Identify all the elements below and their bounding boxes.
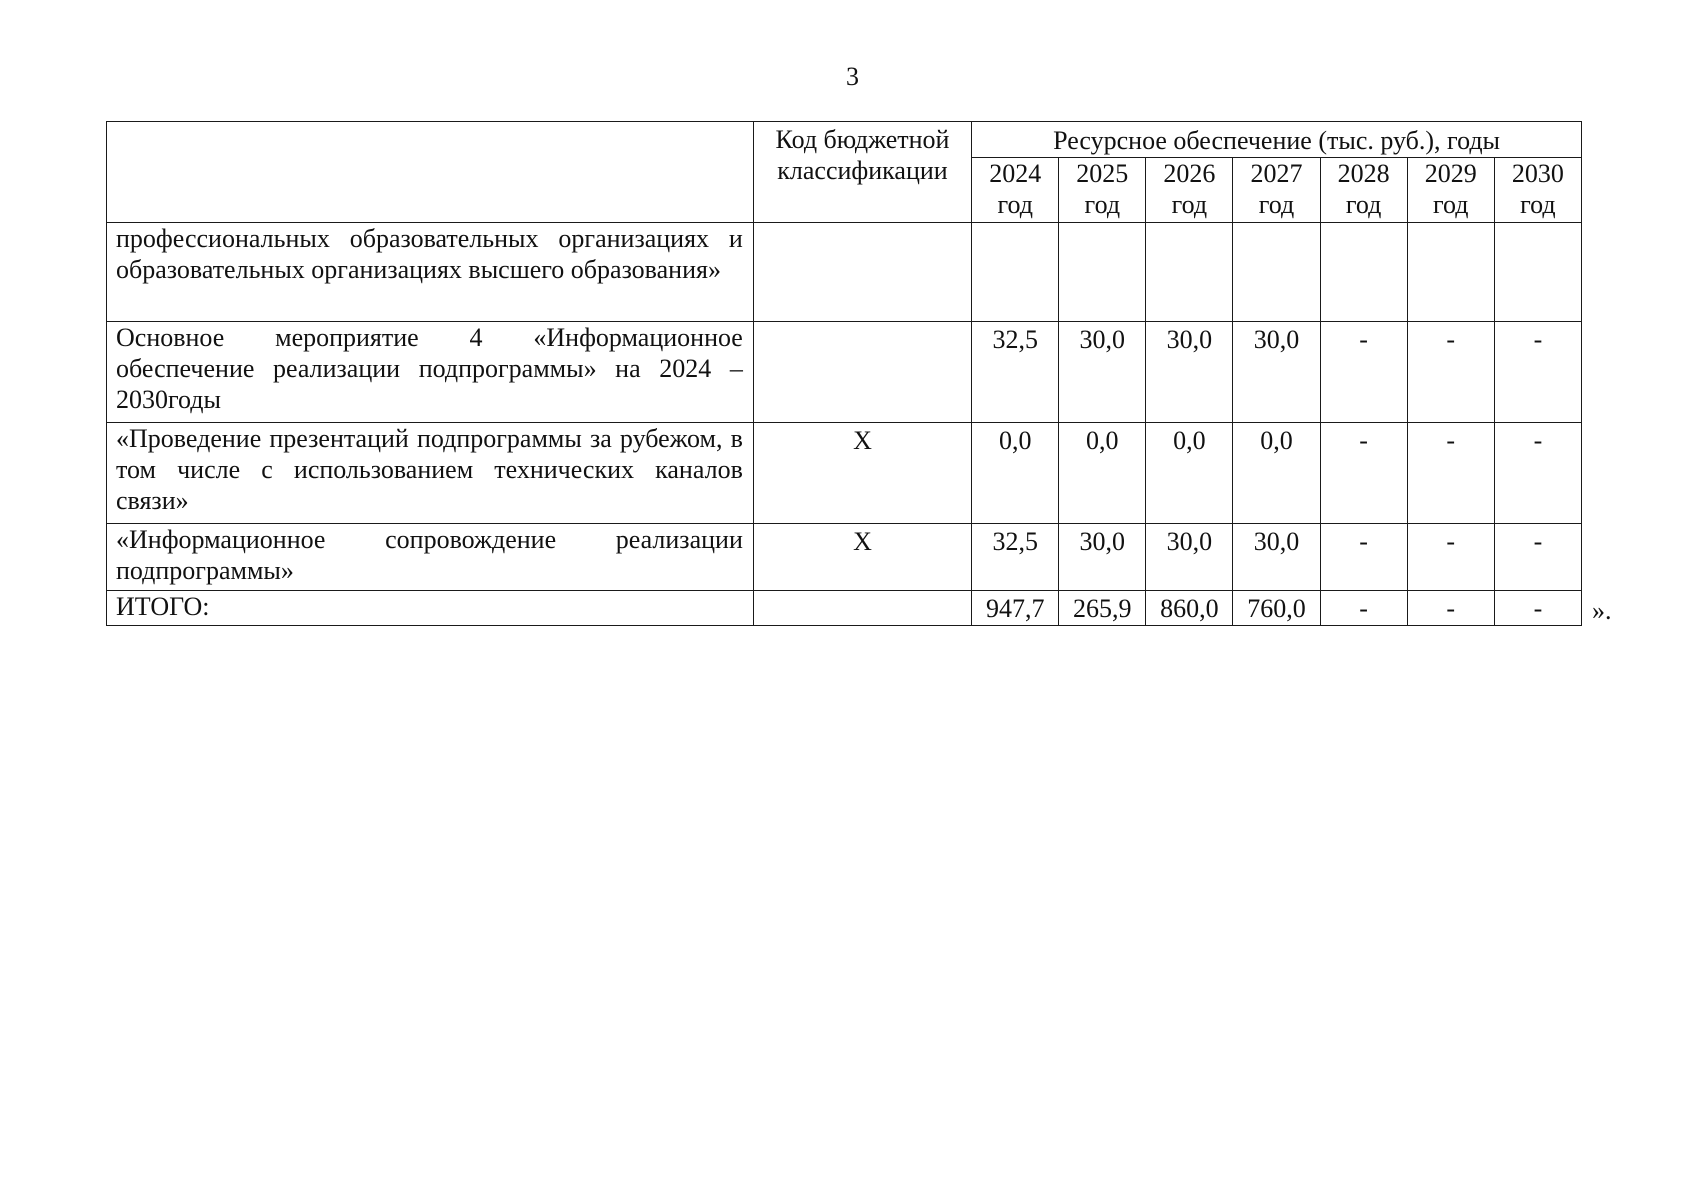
year-unit: год xyxy=(1171,190,1208,219)
value-2028: - xyxy=(1320,322,1407,423)
closing-quote-mark: ». xyxy=(1592,596,1612,625)
table-header-row-1 xyxy=(107,122,1582,158)
value-2024: 0,0 xyxy=(972,423,1059,524)
value-2029: - xyxy=(1407,524,1494,591)
row-code-cell xyxy=(753,591,971,626)
year-unit: год xyxy=(1258,190,1295,219)
value-2026: 30,0 xyxy=(1146,524,1233,591)
header-year-2027 xyxy=(1233,158,1320,223)
header-resource-cell: Ресурсное обеспечение (тыс. руб.), годы xyxy=(972,122,1582,158)
year-label: 2025 xyxy=(1076,159,1129,188)
year-label: 2027 xyxy=(1250,159,1303,188)
year-label: 2030 xyxy=(1511,159,1564,188)
header-year-2028 xyxy=(1320,158,1407,223)
year-label: 2024 xyxy=(989,159,1042,188)
year-label: 2028 xyxy=(1337,159,1390,188)
row-code-cell xyxy=(753,322,971,423)
value-2027 xyxy=(1233,223,1320,322)
year-unit: год xyxy=(1345,190,1382,219)
row-name-cell: профессиональных образовательных организациях и образовательных организациях высшего образования» xyxy=(107,223,754,322)
year-unit: год xyxy=(1084,190,1121,219)
year-unit: год xyxy=(1432,190,1469,219)
table-row xyxy=(107,524,1582,591)
total-2027: 760,0 xyxy=(1233,591,1320,626)
row-name-cell: «Информационное сопровождение реализации подпрограммы» xyxy=(107,524,754,591)
value-2025 xyxy=(1059,223,1146,322)
table-row-total xyxy=(107,591,1582,626)
year-unit: год xyxy=(997,190,1033,219)
value-2028: - xyxy=(1320,423,1407,524)
value-2027: 30,0 xyxy=(1233,322,1320,423)
table-row xyxy=(107,223,1582,322)
year-unit: год xyxy=(1520,190,1556,219)
total-2030: - xyxy=(1494,591,1581,626)
table-row xyxy=(107,322,1582,423)
value-2025: 30,0 xyxy=(1059,322,1146,423)
value-2028 xyxy=(1320,223,1407,322)
value-2027: 30,0 xyxy=(1233,524,1320,591)
year-label: 2029 xyxy=(1424,159,1477,188)
row-code-cell: Х xyxy=(753,524,971,591)
value-2026 xyxy=(1146,223,1233,322)
value-2029: - xyxy=(1407,423,1494,524)
resource-budget-table xyxy=(106,121,1582,626)
value-2030: - xyxy=(1494,322,1581,423)
total-2025: 265,9 xyxy=(1059,591,1146,626)
header-name-cell xyxy=(107,122,754,223)
header-year-2030 xyxy=(1494,158,1581,223)
value-2029 xyxy=(1407,223,1494,322)
value-2025: 0,0 xyxy=(1059,423,1146,524)
header-year-2029 xyxy=(1407,158,1494,223)
header-year-2026 xyxy=(1146,158,1233,223)
header-year-2024 xyxy=(972,158,1059,223)
value-2030: - xyxy=(1494,524,1581,591)
row-code-cell xyxy=(753,223,971,322)
header-year-2025 xyxy=(1059,158,1146,223)
page-number: 3 xyxy=(846,62,859,91)
value-2027: 0,0 xyxy=(1233,423,1320,524)
row-name-cell: Основное мероприятие 4 «Информационное обеспечение реализации подпрограммы» на 2024 – 2030годы xyxy=(107,322,754,423)
total-label-cell: ИТОГО: xyxy=(107,591,754,626)
value-2030 xyxy=(1494,223,1581,322)
value-2028: - xyxy=(1320,524,1407,591)
value-2024: 32,5 xyxy=(972,524,1059,591)
total-2024: 947,7 xyxy=(972,591,1059,626)
row-name-cell: «Проведение презентаций подпрограммы за рубежом, в том числе с использованием технических каналов связи» xyxy=(107,423,754,524)
total-2029: - xyxy=(1407,591,1494,626)
table-row xyxy=(107,423,1582,524)
value-2029: - xyxy=(1407,322,1494,423)
value-2024: 32,5 xyxy=(972,322,1059,423)
value-2026: 30,0 xyxy=(1146,322,1233,423)
value-2025: 30,0 xyxy=(1059,524,1146,591)
value-2030: - xyxy=(1494,423,1581,524)
year-label: 2026 xyxy=(1163,159,1216,188)
value-2026: 0,0 xyxy=(1146,423,1233,524)
total-2028: - xyxy=(1320,591,1407,626)
value-2024 xyxy=(972,223,1059,322)
row-code-cell: Х xyxy=(753,423,971,524)
header-code-cell: Код бюджетной классификации xyxy=(753,122,971,223)
total-2026: 860,0 xyxy=(1146,591,1233,626)
